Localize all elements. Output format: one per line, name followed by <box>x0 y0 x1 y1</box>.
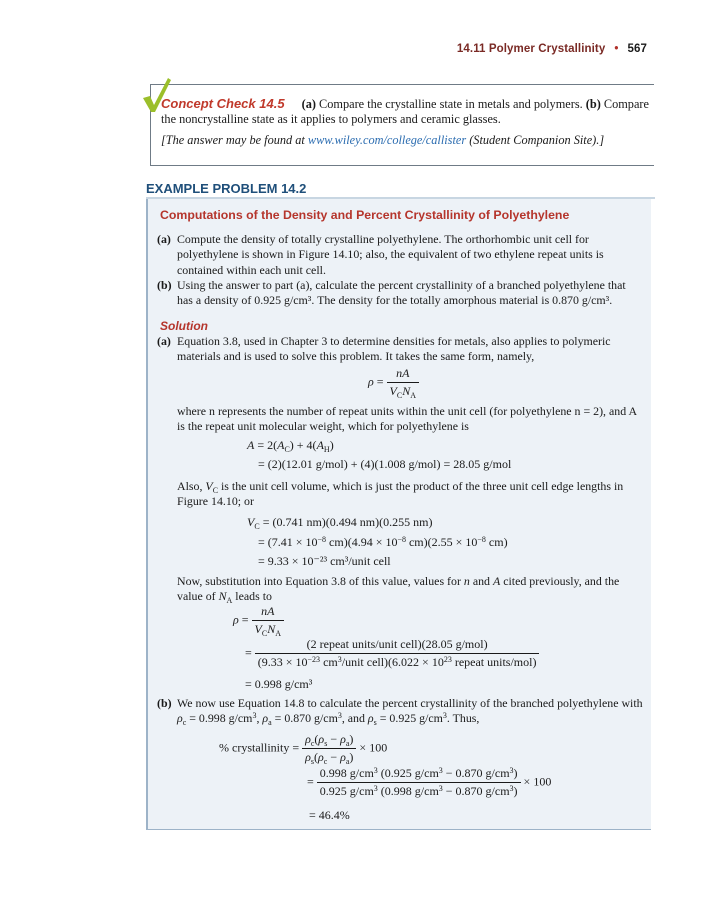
note-suffix: (Student Companion Site).] <box>466 133 605 147</box>
volume-equation-3: = 9.33 × 10⁻²³ cm³/unit cell <box>258 554 391 568</box>
concept-check-question <box>161 96 653 127</box>
concept-check-title: Concept Check 14.5 <box>161 96 285 111</box>
concept-check-top-rule <box>150 84 654 85</box>
question-b-label: (b) <box>585 97 601 111</box>
solution-b-intro: (b) We now use Equation 14.8 to calculate the percent crystallinity of the branched polyethylene with $\rho_c = 0.998$ $g/cm^3$, $\rho_a = 0.870$ $g/cm^3$, and $\rho_s = 0.925$ $g/cm^3$. Thus, <box>157 696 643 728</box>
part-b-label: (b) <box>157 278 172 292</box>
note-prefix: [The answer may be found at <box>161 133 308 147</box>
concept-check-bottom-rule <box>150 165 654 166</box>
sol-a-also: Also, $V_C$ is the unit cell volume, which is just the product of the three unit cell edge lengths in Figure 14.10; or <box>177 479 624 509</box>
question-a-label: (a) <box>301 97 316 111</box>
solution-label: Solution <box>160 319 208 333</box>
density-result: = 0.998 g/cm³ <box>245 677 313 691</box>
example-heading: EXAMPLE PROBLEM 14.2 <box>146 181 307 196</box>
times-100: × 100 <box>359 740 388 755</box>
running-header <box>457 43 647 55</box>
molecular-weight-equation: $A = 2(A_C) + 4(A_H)$ <box>247 438 334 454</box>
density-substitution: = $\frac{\text{(2 repeat units/unit cell)(28.05 g/mol)}}{(9.33 \times 10^{-23} cm^3/unit cell)(6.022 \times 10^{23} repeat units/mol)}$ <box>245 637 539 670</box>
molecular-weight-result: = (2)(12.01 g/mol) + (4)(1.008 g/mol) = 28.05 g/mol <box>258 457 512 471</box>
page-number: 567 <box>627 43 647 55</box>
part-b-text: Using the answer to part (a), calculate the percent crystallinity of a branched polyethylene that has a density of 0.925 g/cm³. The density for the totally amorphous material is 0.870 g/cm³. <box>177 278 626 308</box>
volume-equation-2: = ($7.41 \times 10^{-8}$ $cm)(4.94 \times 10^{-8}$ $cm)(2.55 \times 10^{-8}$ cm) <box>258 535 508 549</box>
sol-a-intro-text: Equation 3.8, used in Chapter 3 to determine densities for metals, also applies to polymeric materials and is used to solve this problem. It takes the same form, namely, <box>177 334 611 364</box>
question-a-text: Compare the crystalline state in metals and polymers. <box>319 97 583 111</box>
header-bullet: • <box>614 43 619 55</box>
companion-site-link[interactable]: www.wiley.com/college/callister <box>307 133 467 147</box>
part-a-text: Compute the density of totally crystalline polyethylene. The orthorhombic unit cell for polyethylene is shown in Figure 14.10; also, the equivalent of two ethylene repeat units is contained within each unit cell. <box>177 232 604 277</box>
sol-a-now: Now, substitution into Equation 3.8 of this value, values for n and A cited previously, and the value of $N_A$ leads to <box>177 574 620 606</box>
crystallinity-label: % crystallinity = <box>219 740 300 755</box>
part-b <box>157 278 643 309</box>
part-a <box>157 232 643 278</box>
example-bottom-rule <box>146 829 651 830</box>
sol-a-where: where n represents the number of repeat units within the unit cell (for polyethylene n = 2), and A is the repeat unit molecular weight, which for polyethylene is <box>177 404 637 434</box>
solution-a-intro <box>157 334 643 365</box>
crystallinity-equation: % crystallinity = $\frac{\rho_c(\rho_s - \rho_a)}{\rho_s(\rho_c - \rho_a)}$ × 100 <box>219 732 388 766</box>
concept-check-note <box>161 133 653 148</box>
crystallinity-substitution: = $\frac{0.998 g/cm^3 (0.925 g/cm^3 - 0.870 g/cm^3)}{0.925 g/cm^3 (0.998 g/cm^3 - 0.870 g/cm^3)}$ × 100 <box>307 766 552 798</box>
sol-a-label: (a) <box>157 334 171 348</box>
part-a-label: (a) <box>157 232 171 246</box>
question-b-text: Compare the noncrystalline state as it applies to polymers and ceramic glasses. <box>161 97 649 126</box>
volume-equation-1: $V_C = (0.741$ nm)(0.494 nm)(0.255 nm) <box>247 515 433 531</box>
sol-b-label: (b) <box>157 696 172 710</box>
density-numerator: (2 repeat units/unit cell)(28.05 g/mol) <box>255 637 540 654</box>
density-equation: ρ = $\frac{nA}{V_CN_A}$ <box>368 366 419 399</box>
density-equation-repeat: ρ = $\frac{nA}{V_CN_A}$ <box>233 604 284 637</box>
example-title: Computations of the Density and Percent Crystallinity of Polyethylene <box>160 208 570 222</box>
section-title: 14.11 Polymer Crystallinity <box>456 43 606 55</box>
crystallinity-result: = 46.4% <box>309 808 350 822</box>
volume-line-1: = (0.741 nm)(0.494 nm)(0.255 nm) <box>262 515 433 529</box>
